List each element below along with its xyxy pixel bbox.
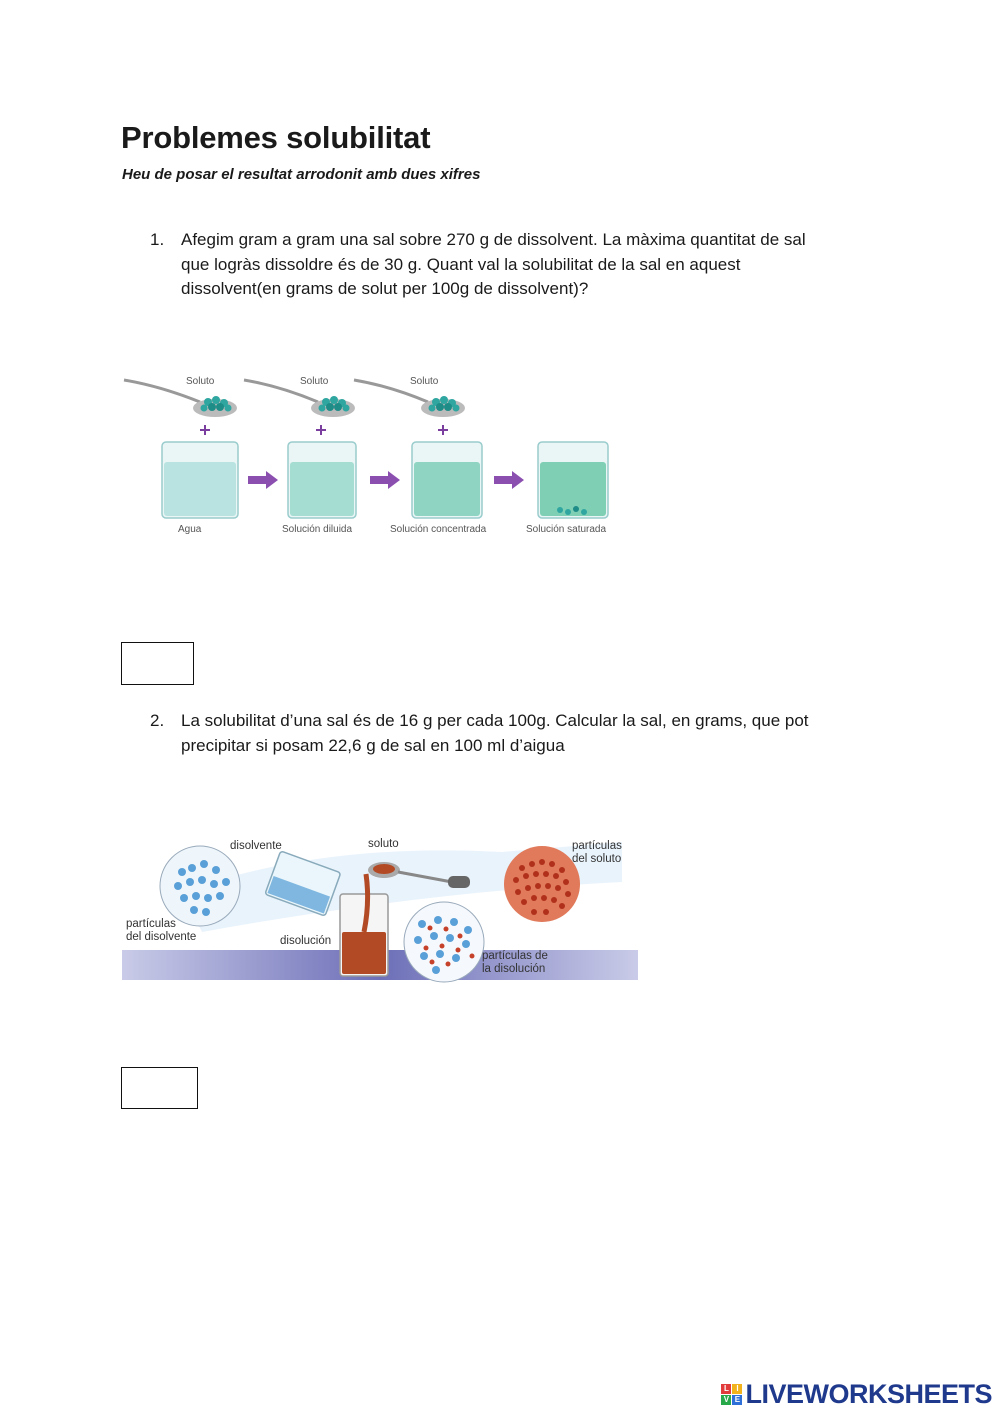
solution-types-figure <box>120 372 620 542</box>
label-solute-particles: partículas del soluto <box>572 840 622 865</box>
logo-icon: L I V E <box>721 1384 742 1405</box>
caption-saturated: Solución saturada <box>526 524 607 535</box>
page-subtitle: Heu de posar el resultat arrodonit amb dues xifres <box>122 166 481 183</box>
logo-text: LIVEWORKSHEETS <box>745 1379 992 1409</box>
solute-particles-circle <box>504 846 580 922</box>
question-text: La solubilitat d’una sal és de 16 g per cada 100g. Calcular la sal, en grams, que pot precipitar si posam 22,6 g de sal en 100 ml d’aigua <box>181 711 809 755</box>
solution-particles-circle <box>404 902 484 982</box>
page-title: Problemes solubilitat <box>121 120 431 155</box>
caption-water: Agua <box>178 524 202 535</box>
beaker-diluted <box>288 442 356 518</box>
dissolution-illustration <box>122 832 638 992</box>
question-1 <box>150 228 880 302</box>
dissolution-figure <box>122 832 638 992</box>
answer-box-2[interactable] <box>121 1067 198 1109</box>
spoon-label-1: Soluto <box>186 376 215 387</box>
solvent-particles-circle <box>160 846 240 926</box>
caption-diluted: Solución diluida <box>282 524 353 535</box>
spoon-label-3: Soluto <box>410 376 439 387</box>
label-solution-particles: partículas de la disolución <box>482 950 548 975</box>
question-number: 2. <box>150 711 165 730</box>
spoon-label-2: Soluto <box>300 376 329 387</box>
answer-box-1[interactable] <box>121 642 194 685</box>
beaker-concentrated <box>412 442 482 518</box>
question-2 <box>150 709 880 758</box>
beaker-water <box>162 442 238 518</box>
question-number: 1. <box>150 230 165 249</box>
label-solution: disolución <box>280 935 332 947</box>
label-solvent-particles: partículas del disolvente <box>126 918 197 943</box>
question-text: Afegim gram a gram una sal sobre 270 g de dissolvent. La màxima quantitat de sal que logràs dissoldre és de 30 g. Quant val la solubilitat de la sal en aquest dissolvent(en grams de solut per 100g de dissolvent)? <box>181 230 806 298</box>
beakers-illustration <box>120 372 620 542</box>
caption-concentrated: Solución concentrada <box>390 524 487 535</box>
beaker-saturated <box>538 442 608 518</box>
label-solute: soluto <box>368 838 399 850</box>
liveworksheets-logo <box>721 1379 992 1410</box>
plus-icon <box>200 425 448 435</box>
spoon-icon <box>124 380 237 417</box>
label-solvent: disolvente <box>230 840 282 852</box>
